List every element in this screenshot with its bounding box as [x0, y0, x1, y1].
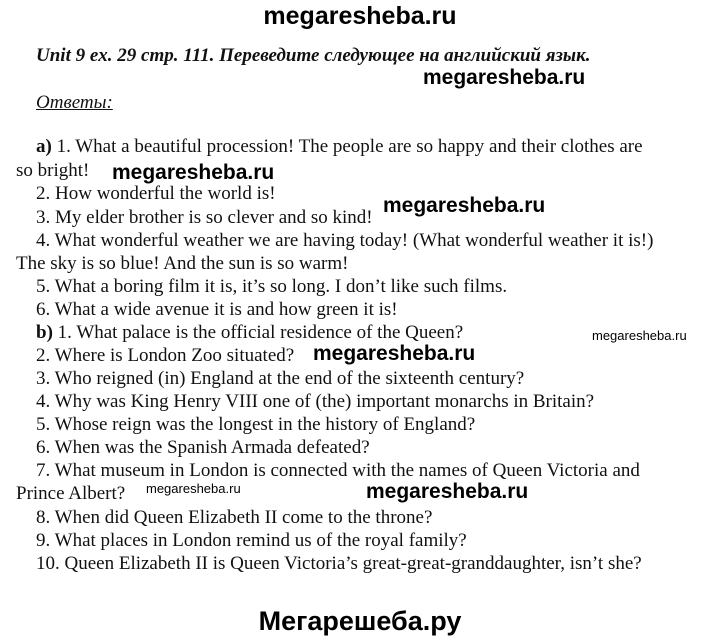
answer-line: 2. Where is London Zoo situated?: [36, 345, 295, 366]
answer-line: a) 1. What a beautiful procession! The people are so happy and their clothes are: [36, 136, 643, 157]
answer-line: 5. Whose reign was the longest in the history of England?: [36, 414, 476, 435]
watermark: megaresheba.ru: [366, 480, 529, 503]
watermark: megaresheba.ru: [423, 66, 586, 89]
watermark-bottom: Мегарешеба.ру: [258, 606, 462, 636]
answer-line: Prince Albert?: [16, 483, 126, 504]
answer-line: 9. What places in London remind us of the royal family?: [36, 530, 467, 551]
answer-line: 8. When did Queen Elizabeth II come to the throne?: [36, 507, 433, 528]
watermark: megaresheba.ru: [592, 328, 687, 343]
answer-line: 6. When was the Spanish Armada defeated?: [36, 437, 370, 458]
answers-label: Ответы:: [36, 92, 113, 113]
watermark-top: megaresheba.ru: [263, 2, 457, 30]
watermark: megaresheba.ru: [112, 161, 275, 184]
answer-line: so bright!: [16, 160, 90, 181]
answer-line: 10. Queen Elizabeth II is Queen Victoria’s great-great-granddaughter, isn’t she?: [36, 553, 642, 574]
answer-line: 5. What a boring film it is, it’s so long. I don’t like such films.: [36, 276, 508, 297]
part-b-marker: b): [36, 322, 53, 343]
answer-line: 3. My elder brother is so clever and so kind!: [36, 207, 373, 228]
watermark: megaresheba.ru: [146, 481, 241, 496]
answer-line: 4. What wonderful weather we are having today! (What wonderful weather it is!): [36, 230, 654, 251]
answer-line: 3. Who reigned (in) England at the end of the sixteenth century?: [36, 368, 525, 389]
answer-line: b) 1. What palace is the official residence of the Queen?: [36, 322, 464, 343]
exercise-heading: Unit 9 ex. 29 стр. 111. Переведите следующее на английский язык.: [36, 45, 591, 66]
watermark: megaresheba.ru: [383, 194, 546, 217]
part-a-marker: a): [36, 136, 52, 157]
answer-line: The sky is so blue! And the sun is so warm!: [16, 253, 349, 274]
answer-line: 7. What museum in London is connected with the names of Queen Victoria and: [36, 460, 640, 481]
answer-line: 6. What a wide avenue it is and how green it is!: [36, 299, 398, 320]
answer-line: 2. How wonderful the world is!: [36, 183, 276, 204]
watermark: megaresheba.ru: [313, 342, 476, 365]
answer-line: 4. Why was King Henry VIII one of (the) important monarchs in Britain?: [36, 391, 595, 412]
